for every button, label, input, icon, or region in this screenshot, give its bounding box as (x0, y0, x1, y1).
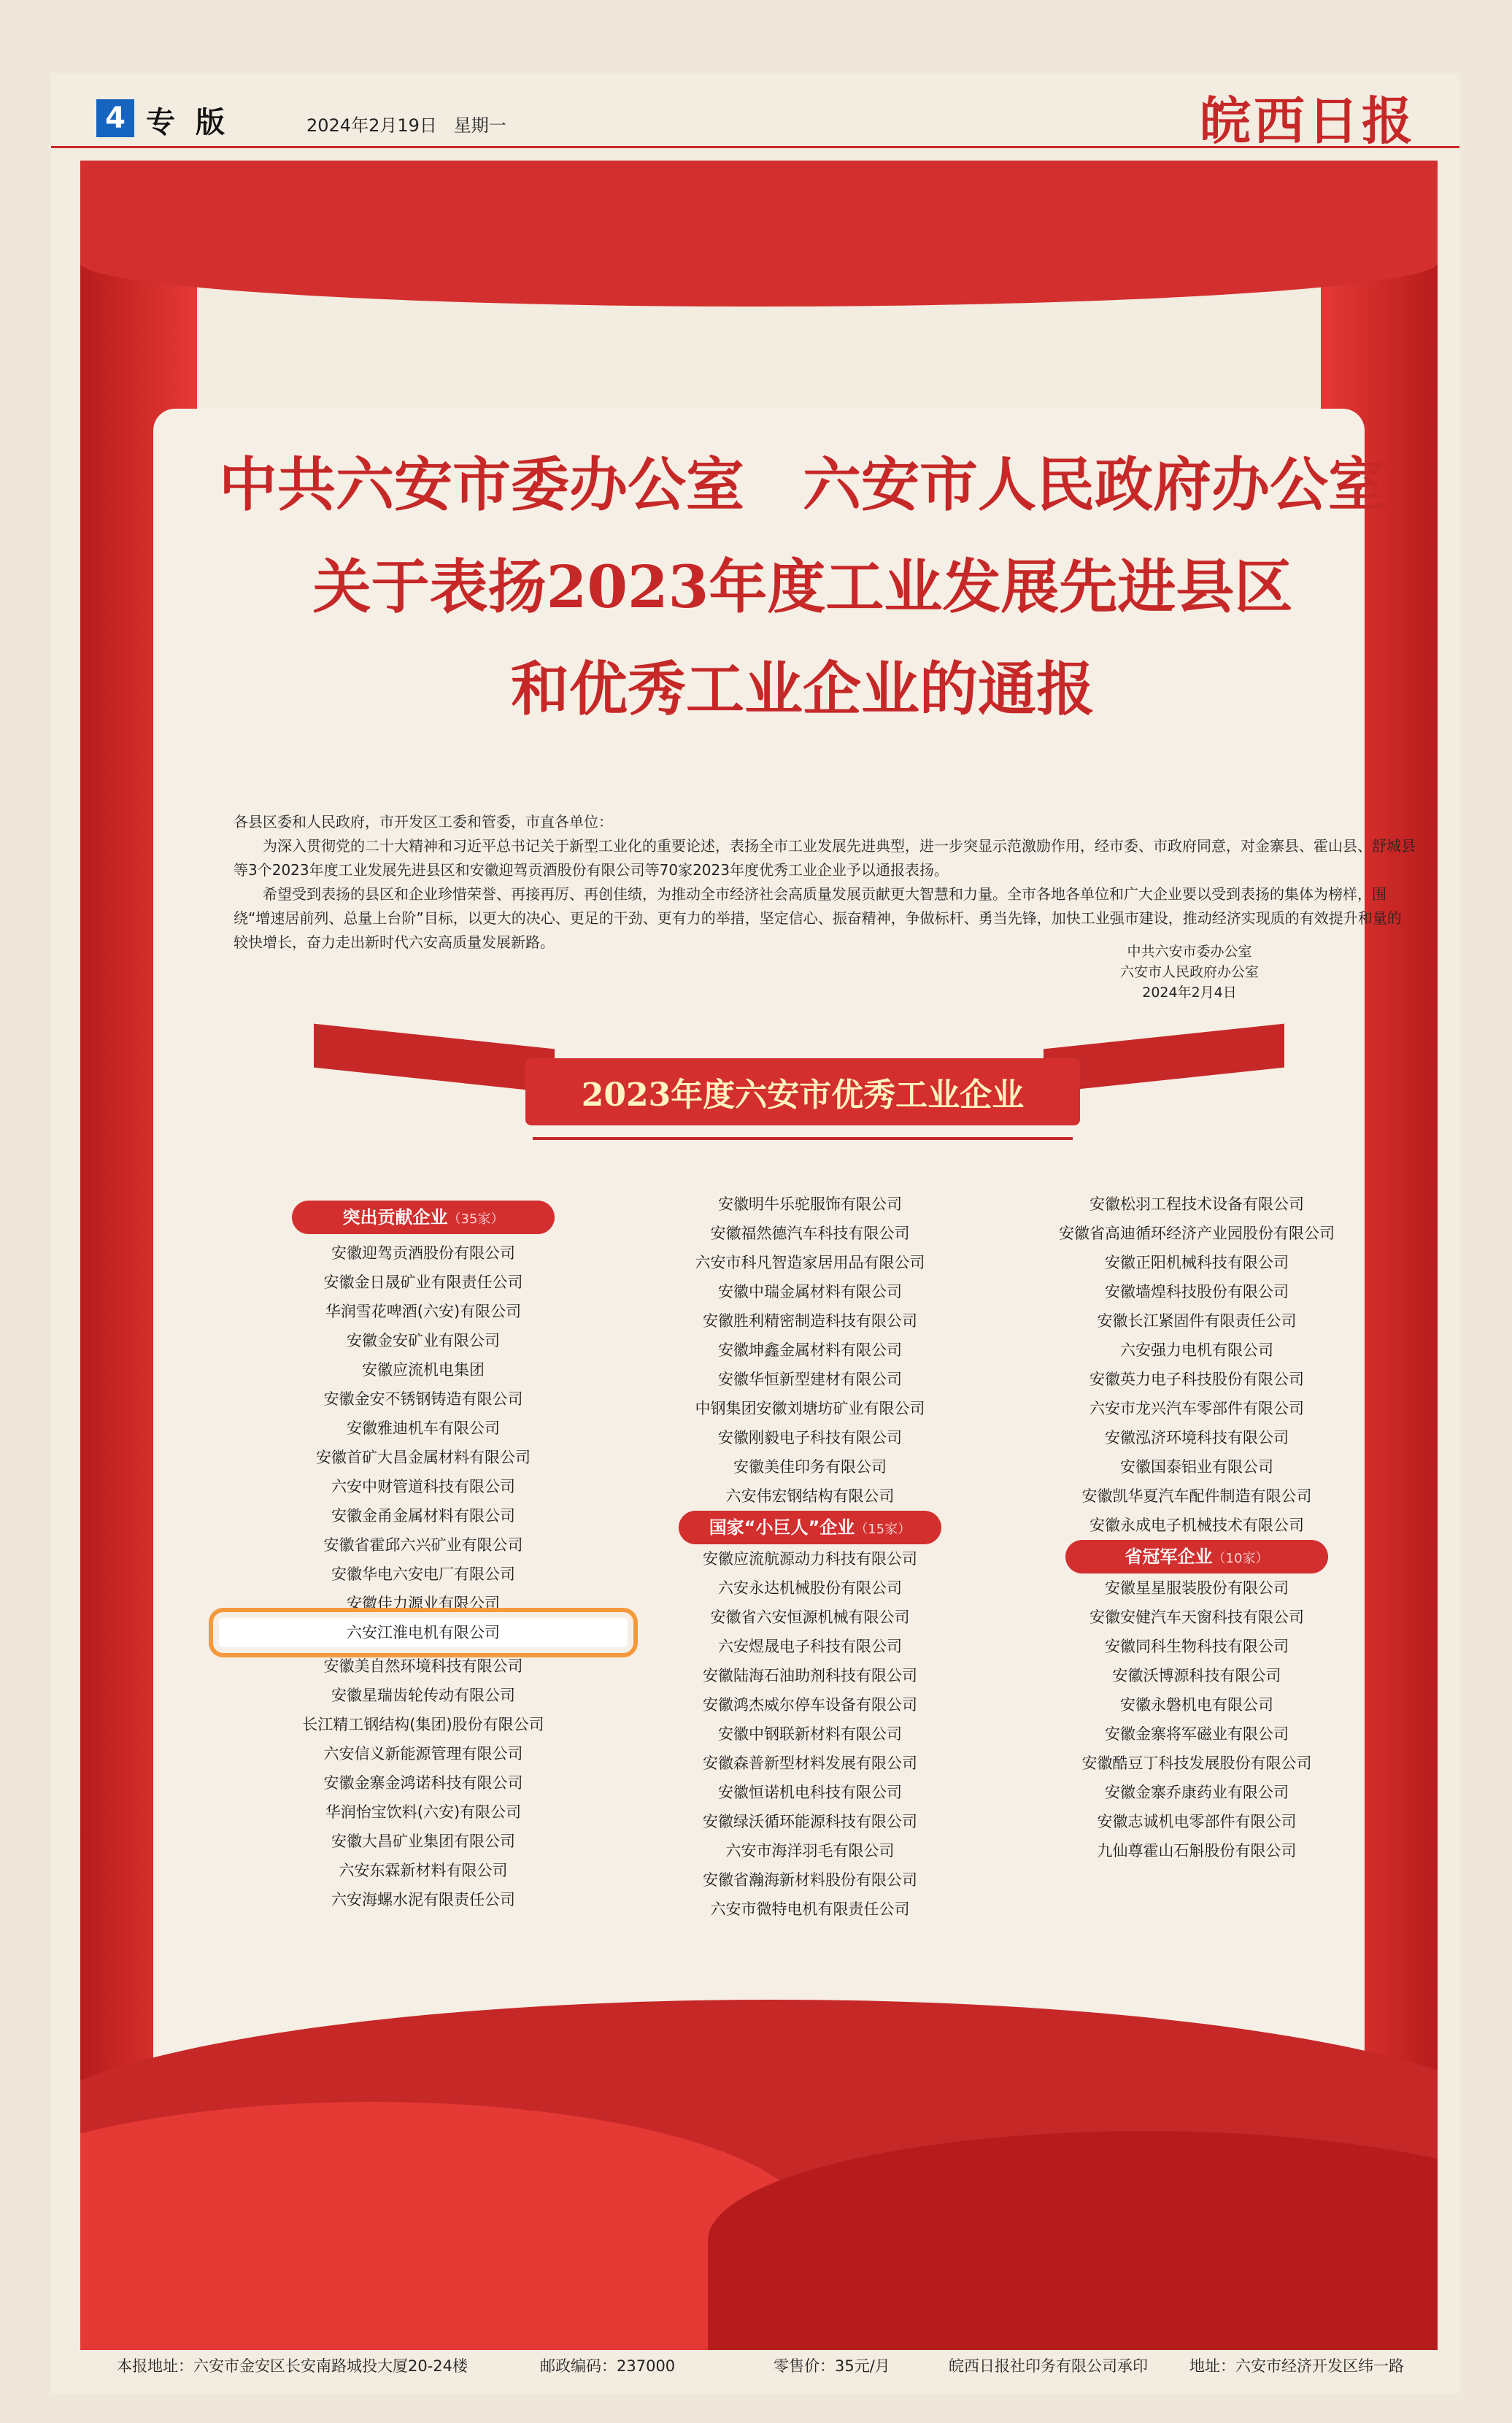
weekday-text: 星期一 (453, 115, 506, 136)
list-item: 六安伟宏钢结构有限公司 (725, 1487, 895, 1505)
list-item: 六安市海洋羽毛有限公司 (725, 1842, 895, 1860)
notice-salutation: 各县区委和人民政府，市开发区工委和管委，市直各单位： (234, 813, 613, 831)
list-item: 六安海螺水泥有限责任公司 (331, 1891, 515, 1908)
list-item: 安徽同科生物科技有限公司 (1105, 1638, 1289, 1655)
list-item: 安徽雅迪机车有限公司 (347, 1419, 500, 1437)
notice-paragraph-2: 希望受到表扬的县区和企业珍惜荣誉、再接再厉、再创佳绩，为推动全市经济社会高质量发展贡献更大智慧和力量。全市各地各单位和广大企业要以受到表扬的集体为榜样，围绕“增速居前列、总量上台阶”目标，以更大的决心、更足的干劲、更有力的举措，坚定信心、振奋精神，争做标杆、勇当先锋，加快工业强市建设，推动经济实现质的有效提升和量的较快增长，奋力走出新时代六安高质量发展新路。 (234, 885, 1402, 951)
list-item: 安徽华恒新型建材有限公司 (718, 1371, 902, 1388)
category-label: 省冠军企业 (1125, 1546, 1213, 1567)
list-item: 安徽应流航源动力科技有限公司 (703, 1550, 917, 1568)
category-label: 国家“小巨人”企业 (709, 1517, 855, 1538)
list-item: 安徽刚毅电子科技有限公司 (718, 1429, 902, 1447)
list-item: 安徽佳力源业有限公司 (347, 1595, 500, 1612)
list-item: 安徽首矿大昌金属材料有限公司 (316, 1449, 531, 1466)
newspaper-masthead: 皖西日报 (1200, 90, 1416, 151)
list-item: 六安市微特电机有限责任公司 (710, 1900, 910, 1918)
list-item: 安徽金寨金鸿诺科技有限公司 (323, 1774, 523, 1792)
category-count: （10家） (1212, 1551, 1269, 1566)
list-item: 安徽福然德汽车科技有限公司 (710, 1225, 910, 1242)
list-item: 安徽省霍邱六兴矿业有限公司 (323, 1536, 523, 1554)
list-item: 六安永达机械股份有限公司 (718, 1579, 902, 1597)
curtain-top-decoration (80, 161, 1438, 307)
list-item: 安徽金寨乔康药业有限公司 (1105, 1784, 1289, 1801)
footer-printer: 皖西日报社印务有限公司承印 (949, 2357, 1148, 2375)
list-item: 六安煜晟电子科技有限公司 (718, 1638, 902, 1655)
list-item: 安徽鸿杰威尔停车设备有限公司 (703, 1696, 917, 1714)
category-badge-outstanding (292, 1201, 555, 1234)
list-item: 安徽星瑞齿轮传动有限公司 (331, 1687, 515, 1704)
list-item: 安徽坤鑫金属材料有限公司 (718, 1341, 902, 1359)
list-item: 安徽永成电子机械技术有限公司 (1089, 1517, 1304, 1534)
list-item: 安徽省六安恒源机械有限公司 (710, 1609, 910, 1626)
page-header (51, 73, 1459, 151)
list-item: 安徽省瀚海新材料股份有限公司 (703, 1871, 917, 1889)
footer-postcode: 邮政编码：237000 (540, 2357, 676, 2375)
category-label: 突出贡献企业 (342, 1207, 448, 1228)
list-item: 安徽星星服装股份有限公司 (1105, 1579, 1289, 1597)
list-item: 安徽中钢联新材料有限公司 (718, 1725, 902, 1743)
publication-date (306, 111, 506, 136)
list-item: 安徽志诚机电零部件有限公司 (1097, 1813, 1297, 1830)
list-item: 中钢集团安徽刘塘坊矿业有限公司 (695, 1400, 925, 1417)
list-item: 安徽陆海石油助剂科技有限公司 (703, 1667, 917, 1684)
list-item: 华润怡宝饮料(六安)有限公司 (325, 1803, 522, 1821)
list-item: 安徽正阳机械科技有限公司 (1105, 1254, 1289, 1271)
list-item: 六安强力电机有限公司 (1120, 1341, 1273, 1359)
list-item: 安徽金安不锈钢铸造有限公司 (323, 1390, 523, 1408)
signature-line: 六安市人民政府办公室 (1119, 964, 1259, 980)
list-item: 安徽应流机电集团 (362, 1361, 485, 1379)
list-item: 安徽明牛乐驼服饰有限公司 (718, 1195, 902, 1213)
company-column-3 (992, 1190, 1401, 1865)
footer-printer-address: 地址：六安市经济开发区纬一路 (1189, 2357, 1404, 2375)
signature-line: 中共六安市委办公室 (1127, 944, 1252, 960)
list-item: 安徽酷豆丁科技发展股份有限公司 (1081, 1754, 1312, 1772)
list-item: 安徽金甬金属材料有限公司 (331, 1507, 515, 1525)
list-item: 六安东霖新材料有限公司 (339, 1862, 508, 1879)
category-count: （15家） (855, 1522, 911, 1537)
list-item: 安徽凯华夏汽车配件制造有限公司 (1081, 1487, 1312, 1505)
list-item: 安徽金寨将军磁业有限公司 (1105, 1725, 1289, 1743)
list-item: 安徽恒诺机电科技有限公司 (718, 1784, 902, 1801)
list-item: 安徽美佳印务有限公司 (733, 1458, 887, 1476)
list-item: 安徽绿沃循环能源科技有限公司 (703, 1813, 917, 1830)
date-text: 2024年2月19日 (306, 115, 437, 136)
list-item: 安徽森普新型材料发展有限公司 (703, 1754, 917, 1772)
list-item: 安徽泓济环境科技有限公司 (1105, 1429, 1289, 1447)
list-item: 安徽胜利精密制造科技有限公司 (703, 1312, 917, 1330)
newspaper-page (51, 73, 1459, 2394)
company-column-2 (606, 1190, 1014, 1924)
list-item: 安徽安健汽车天窗科技有限公司 (1089, 1609, 1304, 1626)
list-item: 安徽松羽工程技术设备有限公司 (1089, 1195, 1304, 1213)
section-name: 专版 (146, 106, 245, 139)
highlighted-company: 六安江淮电机有限公司 (219, 1618, 628, 1647)
list-item: 长江精工钢结构(集团)股份有限公司 (302, 1716, 544, 1733)
list-item: 安徽金日晟矿业有限责任公司 (323, 1274, 523, 1291)
notice-signature (1080, 941, 1299, 1003)
company-column-1 (219, 1201, 628, 1914)
notice-paragraph-1: 为深入贯彻党的二十大精神和习近平总书记关于新型工业化的重要论述，表扬全市工业发展先进典型，进一步突显示范激励作用，经市委、市政府同意，对金寨县、霍山县、舒城县等3个2023年度工业发展先进县区和安徽迎驾贡酒股份有限公司等70家2023年度优秀工业企业予以通报表扬。 (234, 837, 1416, 879)
category-count: （35家） (447, 1212, 504, 1227)
footer-address: 本报地址：六安市金安区长安南路城投大厦20-24楼 (117, 2357, 468, 2375)
list-item: 安徽墙煌科技股份有限公司 (1105, 1283, 1289, 1301)
list-item: 安徽华电六安电厂有限公司 (331, 1565, 515, 1583)
ribbon-underline-decoration (533, 1130, 1073, 1140)
list-item: 六安中财管道科技有限公司 (331, 1478, 515, 1495)
footer-price: 零售价：35元/月 (774, 2357, 890, 2375)
list-item: 华润雪花啤酒(六安)有限公司 (325, 1303, 522, 1320)
list-item: 九仙尊霍山石斛股份有限公司 (1097, 1842, 1297, 1860)
list-item: 安徽中瑞金属材料有限公司 (718, 1283, 902, 1301)
list-item: 安徽英力电子科技股份有限公司 (1089, 1371, 1304, 1388)
list-item: 六安市科凡智造家居用品有限公司 (695, 1254, 925, 1271)
list-item: 安徽国泰铝业有限公司 (1120, 1458, 1273, 1476)
signature-date: 2024年2月4日 (1142, 985, 1237, 1001)
headline-line-1: 中共六安市委办公室 六安市人民政府办公室 (219, 450, 1386, 519)
category-badge-provincial-champion (1065, 1540, 1328, 1573)
notice-body (234, 810, 1416, 955)
list-item: 安徽迎驾贡酒股份有限公司 (331, 1244, 515, 1262)
list-item: 安徽沃博源科技有限公司 (1112, 1667, 1281, 1684)
list-item: 安徽金安矿业有限公司 (347, 1332, 500, 1349)
page-number-badge: 4 (96, 99, 134, 137)
section-title: 2023年度六安市优秀工业企业 (581, 1076, 1025, 1114)
list-item: 安徽省高迪循环经济产业园股份有限公司 (1059, 1225, 1335, 1242)
list-item: 安徽美自然环境科技有限公司 (323, 1657, 523, 1675)
list-item: 安徽永磐机电有限公司 (1120, 1696, 1273, 1714)
headline-line-3: 和优秀工业企业的通报 (511, 655, 1095, 723)
list-item: 安徽大昌矿业集团有限公司 (331, 1833, 515, 1850)
list-item: 六安信义新能源管理有限公司 (323, 1745, 523, 1763)
list-item: 六安市龙兴汽车零部件有限公司 (1089, 1400, 1304, 1417)
headline-line-2: 关于表扬2023年度工业发展先进县区 (312, 552, 1293, 621)
list-item: 安徽长江紧固件有限责任公司 (1097, 1312, 1297, 1330)
category-badge-little-giant (679, 1511, 941, 1544)
